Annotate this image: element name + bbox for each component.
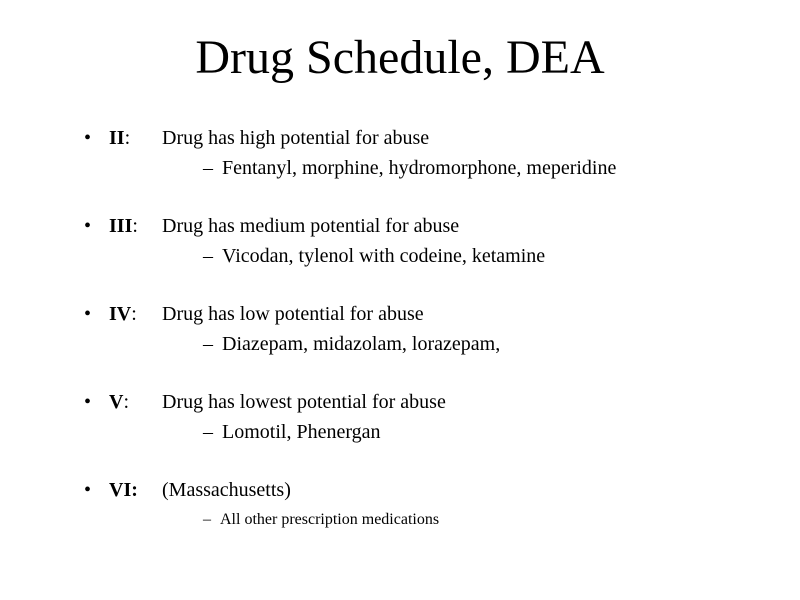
schedule-examples: Fentanyl, morphine, hydromorphone, meperidine	[222, 157, 617, 179]
schedule-label-numeral: V	[109, 391, 124, 413]
schedule-examples: Lomotil, Phenergan	[222, 421, 381, 443]
schedule-description: (Massachusetts)	[162, 479, 291, 501]
schedule-label-numeral: VI:	[109, 479, 138, 501]
slide-title: Drug Schedule, DEA	[195, 31, 605, 84]
schedule-item-vi	[0, 478, 800, 548]
bullet-icon: •	[84, 303, 92, 325]
schedule-label	[109, 302, 137, 326]
bullet-icon: •	[84, 215, 92, 237]
bullet-icon: •	[84, 127, 92, 149]
schedule-examples: Diazepam, midazolam, lorazepam,	[222, 333, 501, 355]
schedule-examples: All other prescription medications	[220, 511, 440, 528]
schedule-item-v	[0, 390, 800, 460]
schedule-description: Drug has low potential for abuse	[162, 303, 424, 325]
schedule-description: Drug has lowest potential for abuse	[162, 391, 446, 413]
schedule-label-numeral: II	[109, 127, 125, 149]
schedule-label	[109, 214, 138, 238]
schedule-item-iii	[0, 214, 800, 284]
schedule-label-suffix: :	[124, 127, 131, 149]
dash-icon: –	[203, 333, 213, 355]
schedule-examples: Vicodan, tylenol with codeine, ketamine	[222, 245, 546, 267]
dash-icon: –	[203, 157, 213, 179]
schedule-label-suffix: :	[131, 303, 137, 325]
schedule-item-iv	[0, 302, 800, 372]
dash-icon: –	[203, 421, 213, 443]
schedule-item-ii	[0, 126, 800, 196]
schedule-label	[109, 478, 138, 502]
schedule-label-suffix: :	[123, 391, 130, 413]
schedule-label	[109, 126, 130, 150]
bullet-icon: •	[84, 391, 92, 413]
schedule-label-numeral: III	[109, 215, 133, 237]
schedule-label	[109, 390, 129, 414]
dash-icon: –	[203, 511, 211, 528]
bullet-icon: •	[84, 479, 92, 501]
schedule-label-suffix: :	[132, 215, 138, 237]
dash-icon: –	[203, 245, 213, 267]
schedule-description: Drug has medium potential for abuse	[162, 215, 460, 237]
schedule-label-numeral: IV	[109, 303, 132, 325]
schedule-description: Drug has high potential for abuse	[162, 127, 430, 149]
